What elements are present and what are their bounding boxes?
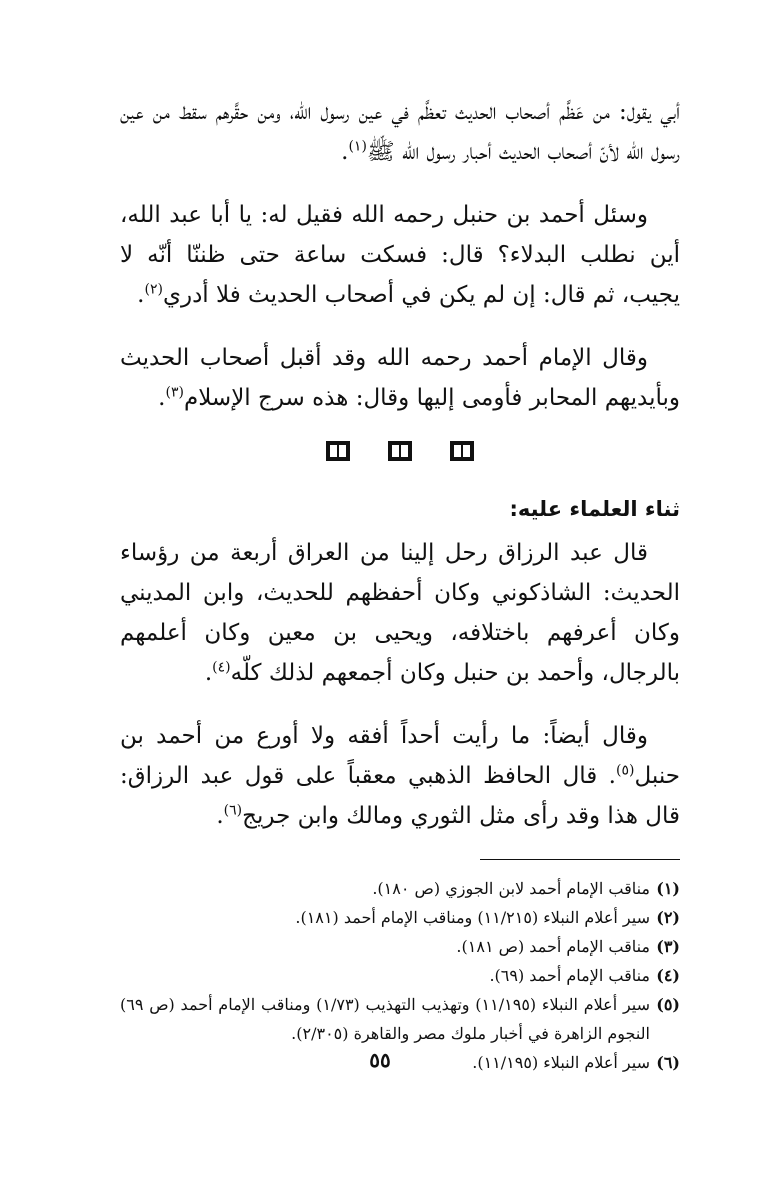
footnote-item — [120, 903, 680, 932]
book-icon — [388, 441, 412, 461]
footnote-number: (٦) — [656, 1053, 680, 1072]
footnote-number: (٤) — [656, 966, 680, 985]
footnote-ref-5: (٥) — [616, 762, 635, 779]
footnote-text: مناقب الإمام أحمد (٦٩). — [489, 966, 650, 985]
footnote-ref-1: (١) — [348, 138, 367, 155]
footnote-number: (٣) — [656, 937, 680, 956]
book-icon — [326, 441, 350, 461]
paragraph-3: وقال الإمام أحمد رحمه الله وقد أقبل أصحاب الحديث وبأيديهم المحابر فأومى إليها وقال: هذه سرج الإسلام$^{(٣)}$. — [120, 345, 680, 411]
section-divider — [120, 441, 680, 461]
page-body — [120, 92, 680, 1077]
footnote-item — [120, 932, 680, 961]
section-heading: ثناء العلماء عليه: — [509, 497, 680, 521]
footnote-number: (٥) — [656, 995, 680, 1014]
footnote-ref-4: (٤) — [212, 659, 231, 676]
page-number: ٥٥ — [369, 1048, 391, 1072]
footnote-item — [120, 961, 680, 990]
footnote-number: (٢) — [656, 908, 680, 927]
paragraph-4: قال عبد الرزاق رحل إلينا من العراق أربعة من رؤساء الحديث: الشاذكوني وكان أحفظهم للحديث، وابن المديني وكان أعرفهم باختلافه، ويحيى بن معين وكان أعلمهم بالرجال، وأحمد بن حنبل وكان أجمعهم لذلك كلّه$^{(٤)}$. — [120, 540, 680, 686]
footnote-item — [120, 990, 680, 1048]
paragraph-5: وقال أيضاً: ما رأيت أحداً أفقه ولا أورع من أحمد بن حنبل$^{(٥)}$. قال الحافظ الذهبي معقباً على قول عبد الرزاق: قال هذا وقد رأى مثل الثوري ومالك وابن جريج$^{(٦)}$. — [120, 723, 680, 829]
footnote-text: سير أعلام النبلاء (١١/١٩٥) وتهذيب التهذيب (١/٧٣) ومناقب الإمام أحمد (ص ٦٩) النجوم الزاهرة في أخبار ملوك مصر والقاهرة (٢/٣٠٥). — [120, 995, 651, 1043]
footnote-ref-2: (٢) — [144, 281, 163, 298]
footnotes — [120, 874, 680, 1077]
paragraph-1: أبي يقول: من عَظَّم أصحاب الحديث تعظَّم في عين رسول الله، ومن حقَّرهم سقط من عين رسول الله لأنّ أصحاب الحديث أحبار رسول الله ﷺ$^{(١)}$. — [120, 99, 680, 165]
footnote-separator — [480, 859, 680, 860]
footnote-text: سير أعلام النبلاء (١١/٢١٥) ومناقب الإمام أحمد (١٨١). — [295, 908, 650, 927]
footnote-text: مناقب الإمام أحمد لابن الجوزي (ص ١٨٠). — [372, 879, 650, 898]
book-icon — [450, 441, 474, 461]
paragraph-2: وسئل أحمد بن حنبل رحمه الله فقيل له: يا أبا عبد الله، أين نطلب البدلاء؟ قال: فسكت ساعة حتى ظننّا أنّه لا يجيب، ثم قال: إن لم يكن في أصحاب الحديث فلا أدري$^{(٢)}$. — [120, 202, 680, 308]
footnote-ref-3: (٣) — [165, 384, 184, 401]
footnote-text: مناقب الإمام أحمد (ص ١٨١). — [456, 937, 650, 956]
footnote-number: (١) — [656, 879, 680, 898]
footnote-ref-6: (٦) — [223, 802, 243, 819]
footnote-text: سير أعلام النبلاء (١١/١٩٥). — [472, 1053, 650, 1072]
footnote-item — [120, 874, 680, 903]
